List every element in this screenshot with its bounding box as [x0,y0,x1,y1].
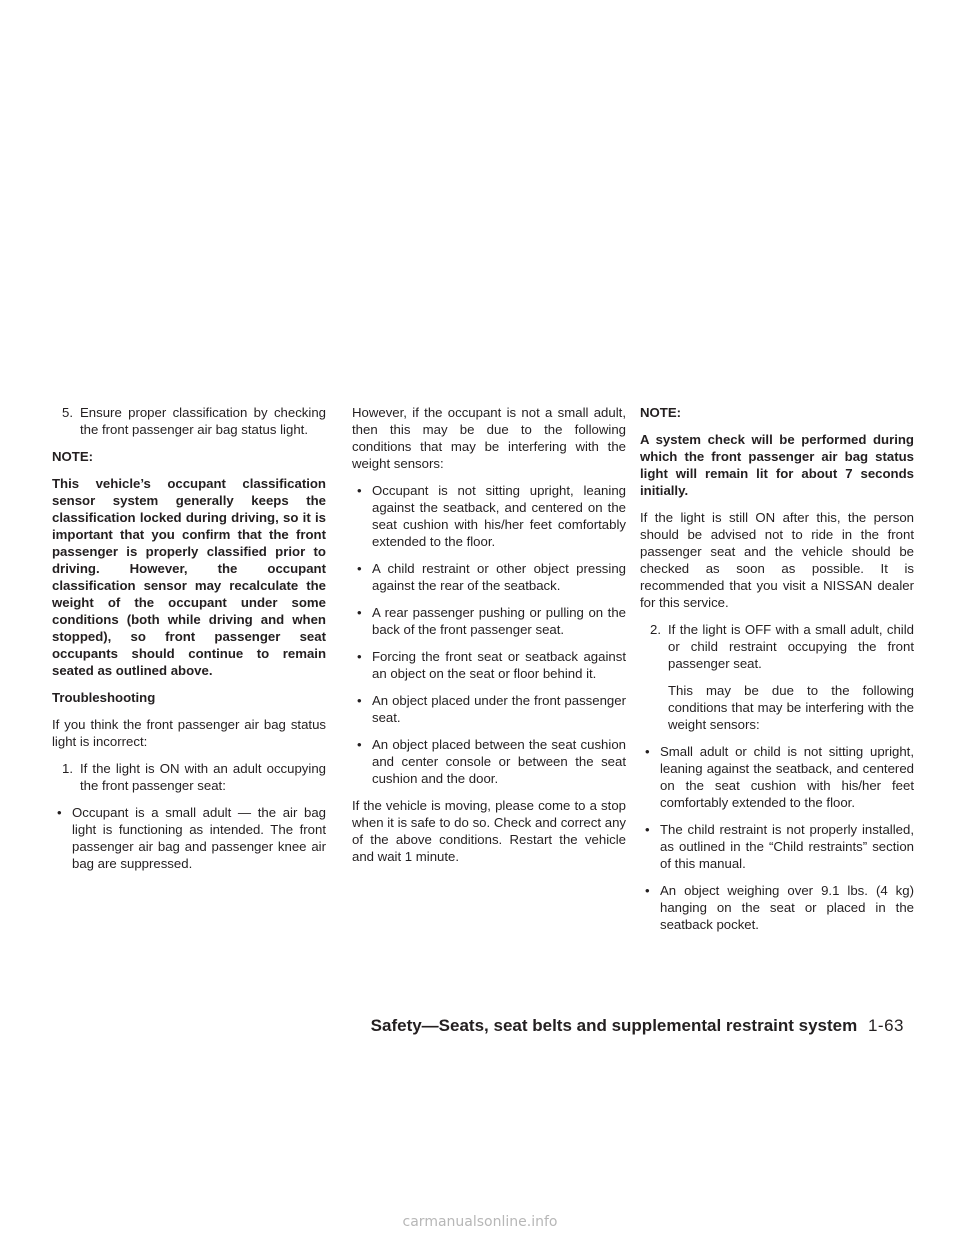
step-5 [52,404,326,438]
step-text: If the light is OFF with a small adult, child or child restraint occupying the front passenger seat. [668,622,914,671]
bullet-marker: • [357,483,362,498]
right-column [640,404,914,943]
footer-section-title: Safety—Seats, seat belts and supplemental restraint system [370,1016,858,1035]
bullet-text: Occupant is a small adult — the air bag light is functioning as intended. The front passenger air bag and passenger knee air bag are suppressed. [72,805,326,871]
bullet-marker: • [645,883,650,898]
bullet-text: An object weighing over 9.1 lbs. (4 kg) hanging on the seat or placed in the seatback pocket. [660,883,914,932]
left-column [52,404,326,882]
step-number: 1. [62,761,73,776]
closing-paragraph: If the vehicle is moving, please come to a stop when it is safe to do so. Check and correct any of the above conditions. Restart the vehicle and wait 1 minute. [352,798,626,864]
step-number: 2. [650,622,661,637]
bullet-text: The child restraint is not properly installed, as outlined in the “Child restraints” section of this manual. [660,822,914,871]
step-text: Ensure proper classification by checking the front passenger air bag status light. [80,405,326,437]
bullet-item [352,482,626,550]
body-paragraph: If the light is still ON after this, the person should be advised not to ride in the front passenger seat and the vehicle should be checked as soon as possible. It is recommended that you visit a NISSAN dealer for this service. [640,510,914,610]
bullet-marker: • [357,649,362,664]
bullet-item [352,648,626,682]
bullet-marker: • [357,605,362,620]
bullet-text: A rear passenger pushing or pulling on the back of the front passenger seat. [372,605,626,637]
page-footer [371,1016,904,1036]
bullet-item [640,743,914,811]
bullet-marker: • [357,737,362,752]
bullet-text: An object placed between the seat cushion and center console or between the seat cushion and the door. [372,737,626,786]
bullet-marker: • [645,822,650,837]
note-body: A system check will be performed during which the front passenger air bag status light will remain lit for about 7 seconds initially. [640,432,914,498]
bullet-marker: • [645,744,650,759]
section-heading: Troubleshooting [52,690,156,705]
intro-paragraph: If you think the front passenger air bag status light is incorrect: [52,717,326,749]
intro-paragraph: However, if the occupant is not a small adult, then this may be due to the following conditions that may be interfering with the weight sensors: [352,405,626,471]
bullet-item [352,692,626,726]
bullet-item [52,804,326,872]
watermark: carmanualsonline.info [402,1214,558,1230]
bullet-text: An object placed under the front passenger seat. [372,693,626,725]
step-2 [640,621,914,672]
bullet-text: Forcing the front seat or seatback against an object on the seat or floor behind it. [372,649,626,681]
bullet-item [352,560,626,594]
bullet-marker: • [357,561,362,576]
step-1 [52,760,326,794]
bullet-item [352,736,626,787]
bullet-item [640,882,914,933]
bullet-item [640,821,914,872]
step-number: 5. [62,405,73,420]
note-label: NOTE: [52,449,94,464]
bullet-marker: • [357,693,362,708]
page-number: 1-63 [867,1016,904,1035]
step-text: If the light is ON with an adult occupying the front passenger seat: [80,761,326,793]
bullet-text: Small adult or child is not sitting upright, leaning against the seatback, and centered on the seat cushion with his/her feet comfortably extended to the floor. [660,744,914,810]
bullet-text: Occupant is not sitting upright, leaning against the seatback, and centered on the seat cushion with his/her feet comfortably extended to the floor. [372,483,626,549]
bullet-marker: • [57,805,62,820]
note-label: NOTE: [640,405,682,420]
note-body: This vehicle’s occupant classification sensor system generally keeps the classification locked during driving, so it is important that you confirm that the front passenger is properly classified prior to driving. However, the occupant classification sensor may recalculate the weight of the occupant under some conditions (both while driving and when stopped), so front passenger seat occupants should continue to remain seated as outlined above. [52,476,326,678]
bullet-item [352,604,626,638]
bullet-text: A child restraint or other object pressing against the rear of the seatback. [372,561,626,593]
step-sub-paragraph: This may be due to the following conditions that may be interfering with the weight sensors: [668,683,914,732]
middle-column [352,404,626,865]
